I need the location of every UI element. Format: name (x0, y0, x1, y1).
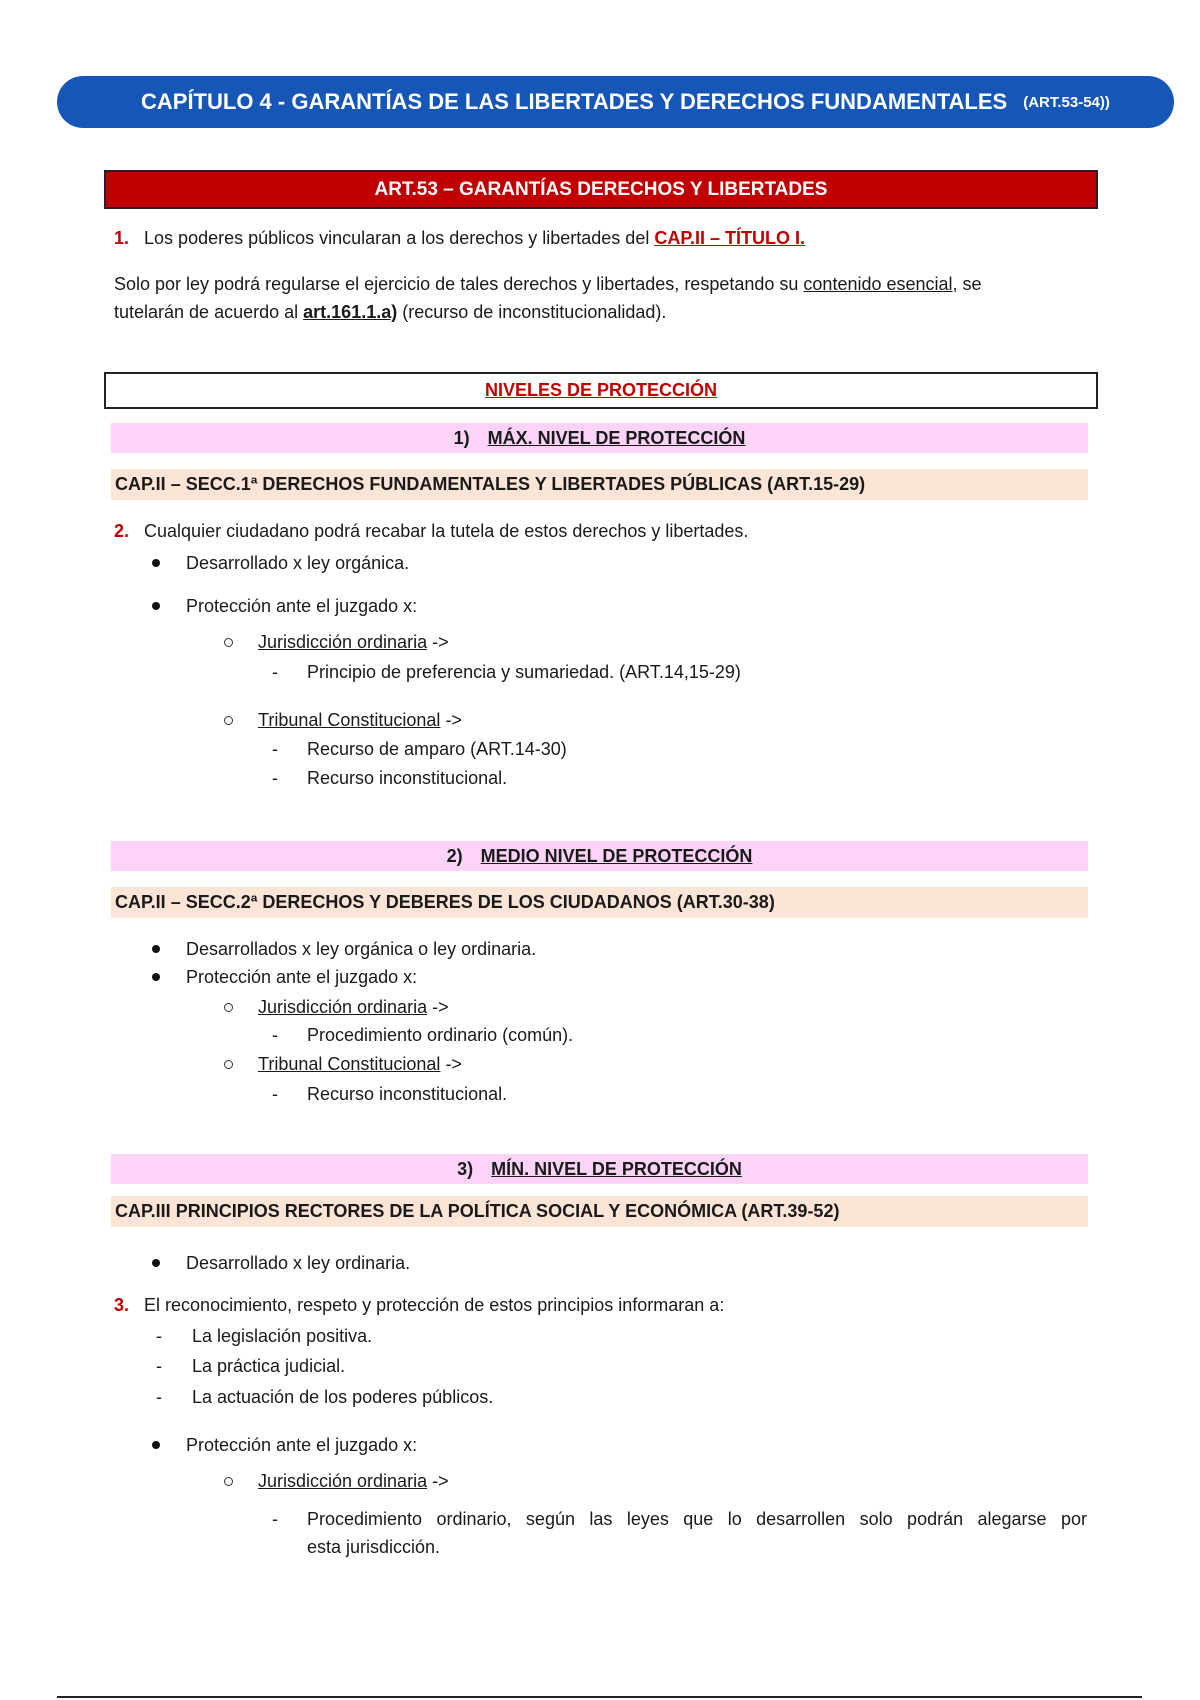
cap-titulo-link[interactable]: CAP.II – TÍTULO I. (654, 228, 806, 248)
paragraph-text: Solo por ley podrá regularse el ejercicio de tales derechos y libertades, respetando su (114, 274, 799, 294)
bullet-icon (152, 1259, 160, 1267)
article-title-bar (104, 170, 1098, 209)
section-title: CAP.III PRINCIPIOS RECTORES DE LA POLÍTICA SOCIAL Y ECONÓMICA (ART.39-52) (115, 1201, 840, 1221)
dash-icon: - (156, 1387, 162, 1407)
art-161-ref: art.161.1.a) (303, 302, 398, 322)
article-paragraph-2b (114, 298, 666, 326)
list-item: Protección ante el juzgado x: (186, 596, 418, 616)
level-3-bar (111, 1154, 1088, 1184)
paragraph-text: tutelarán de acuerdo al (114, 302, 299, 322)
dash-icon: - (272, 739, 278, 759)
paragraph-text: Cualquier ciudadano podrá recabar la tutela de estos derechos y libertades. (144, 521, 749, 541)
level-title: MÍN. NIVEL DE PROTECCIÓN (491, 1158, 742, 1179)
circle-bullet-icon (224, 1477, 233, 1486)
article-paragraph-1 (114, 224, 805, 252)
dash-icon: - (272, 768, 278, 788)
dash-icon: - (156, 1356, 162, 1376)
dash-icon: - (272, 662, 278, 682)
jurisdiccion-label: Jurisdicción ordinaria (258, 1471, 428, 1491)
arrow-text: -> (440, 1054, 462, 1074)
arrow-text: -> (427, 632, 449, 652)
list-item: La actuación de los poderes públicos. (192, 1387, 494, 1407)
paragraph-number: 1. (114, 228, 130, 248)
dash-icon: - (156, 1326, 162, 1346)
footer-rule (57, 1696, 1142, 1698)
level-2-bar (111, 841, 1088, 871)
bullet-icon (152, 1441, 160, 1449)
level-3-section (111, 1196, 1088, 1227)
dash-icon: - (272, 1025, 278, 1045)
contenido-esencial: contenido esencial (803, 274, 953, 294)
arrow-text: -> (427, 1471, 449, 1491)
list-subsubitem: esta jurisdicción. (307, 1537, 441, 1557)
level-3-paragraph (114, 1291, 724, 1319)
jurisdiccion-label: Jurisdicción ordinaria (258, 997, 428, 1017)
level-2-section (111, 887, 1088, 918)
dash-icon: - (272, 1509, 278, 1529)
list-subsubitem: Procedimiento ordinario (común). (307, 1025, 574, 1045)
level-title: MÁX. NIVEL DE PROTECCIÓN (487, 427, 746, 448)
bullet-icon (152, 559, 160, 567)
list-item: La legislación positiva. (192, 1326, 373, 1346)
arrow-text: -> (440, 710, 462, 730)
dash-icon: - (272, 1084, 278, 1104)
list-item: Desarrollado x ley ordinaria. (186, 1253, 411, 1273)
level-number: 2) (446, 845, 463, 866)
tribunal-label: Tribunal Constitucional (258, 710, 441, 730)
bullet-icon (152, 945, 160, 953)
list-subsubitem: Principio de preferencia y sumariedad. (ART.14,15-29) (307, 662, 741, 682)
chapter-title: CAPÍTULO 4 - GARANTÍAS DE LAS LIBERTADES Y DERECHOS FUNDAMENTALES (141, 89, 1008, 114)
niveles-title: NIVELES DE PROTECCIÓN (484, 380, 718, 400)
article-title: ART.53 – GARANTÍAS DERECHOS Y LIBERTADES (374, 178, 828, 200)
bullet-icon (152, 973, 160, 981)
list-item: Desarrollados x ley orgánica o ley ordinaria. (186, 939, 537, 959)
jurisdiccion-label: Jurisdicción ordinaria (258, 632, 428, 652)
circle-bullet-icon (224, 638, 233, 647)
list-subitem (258, 628, 449, 656)
list-subitem (258, 1467, 449, 1495)
paragraph-text: El reconocimiento, respeto y protección de estos principios informaran a: (144, 1295, 725, 1315)
arrow-text: -> (427, 997, 449, 1017)
paragraph-number: 3. (114, 1295, 130, 1315)
level-1-paragraph (114, 517, 748, 545)
list-item: Protección ante el juzgado x: (186, 967, 418, 987)
circle-bullet-icon (224, 1003, 233, 1012)
list-subsubitem: Procedimiento ordinario, según las leyes que lo desarrollen solo podrán alegarse por (307, 1509, 1087, 1529)
paragraph-text: (recurso de inconstitucionalidad). (402, 302, 667, 322)
level-number: 3) (457, 1158, 474, 1179)
paragraph-text: , se (952, 274, 982, 294)
list-subitem (258, 1050, 462, 1078)
tribunal-label: Tribunal Constitucional (258, 1054, 441, 1074)
level-1-bar (111, 423, 1088, 453)
section-title: CAP.II – SECC.1ª DERECHOS FUNDAMENTALES Y LIBERTADES PÚBLICAS (ART.15-29) (115, 474, 866, 494)
chapter-banner (57, 76, 1174, 128)
circle-bullet-icon (224, 716, 233, 725)
list-subitem (258, 706, 462, 734)
list-subsubitem: Recurso inconstitucional. (307, 1084, 508, 1104)
list-item: Desarrollado x ley orgánica. (186, 553, 410, 573)
level-1-section (111, 469, 1088, 500)
section-title: CAP.II – SECC.2ª DERECHOS Y DEBERES DE LOS CIUDADANOS (ART.30-38) (115, 892, 775, 912)
list-item: La práctica judicial. (192, 1356, 346, 1376)
list-subsubitem: Recurso de amparo (ART.14-30) (307, 739, 567, 759)
paragraph-text: Los poderes públicos vincularan a los derechos y libertades del (144, 228, 650, 248)
level-number: 1) (453, 427, 470, 448)
list-subitem (258, 993, 449, 1021)
paragraph-number: 2. (114, 521, 130, 541)
bullet-icon (152, 602, 160, 610)
level-title: MEDIO NIVEL DE PROTECCIÓN (480, 845, 753, 866)
list-item: Protección ante el juzgado x: (186, 1435, 418, 1455)
circle-bullet-icon (224, 1060, 233, 1069)
niveles-title-box (104, 372, 1098, 409)
chapter-ref: (ART.53-54)) (1023, 93, 1110, 111)
list-subsubitem: Recurso inconstitucional. (307, 768, 508, 788)
article-paragraph-2a (114, 270, 982, 298)
